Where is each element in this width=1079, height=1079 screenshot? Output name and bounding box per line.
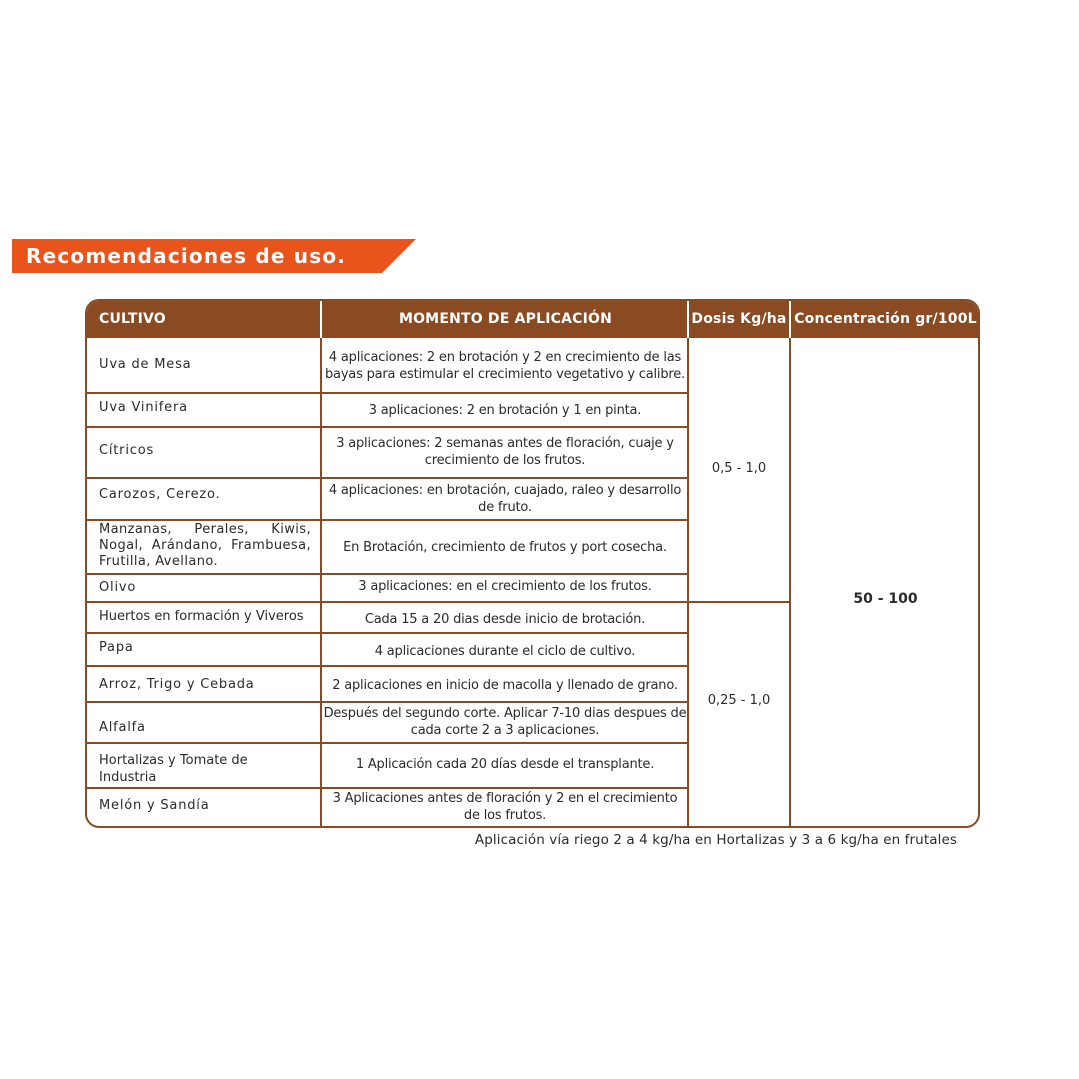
row-cultivo: Uva de Mesa [99, 357, 192, 372]
row-cultivo: Alfalfa [99, 720, 146, 735]
header-cultivo: CULTIVO [99, 311, 166, 327]
row-momento: 1 Aplicación cada 20 días desde el transplante. [355, 757, 655, 772]
header-dosis: Dosis Kg/ha [691, 311, 787, 327]
row-momento: 4 aplicaciones: en brotación, cuajado, raleo y desarrollo de fruto. [328, 483, 682, 515]
row-cultivo: Uva Vinifera [99, 400, 188, 415]
row-cultivo: Carozos, Cerezo. [99, 487, 221, 502]
footnote: Aplicación vía riego 2 a 4 kg/ha en Hortalizas y 3 a 6 kg/ha en frutales [474, 832, 957, 848]
row-momento: 3 aplicaciones: en el crecimiento de los frutos. [358, 579, 652, 594]
row-momento: Cada 15 a 20 dias desde inicio de brotación. [364, 612, 646, 627]
row-cultivo: Papa [99, 640, 134, 655]
row-cultivo: Manzanas, Perales, Kiwis, Nogal, Arándano, Frambuesa, Frutilla, Avellano. [99, 522, 311, 569]
dosis-group-2: 0,25 - 1,0 [707, 693, 771, 708]
row-momento: 4 aplicaciones durante el ciclo de cultivo. [374, 644, 636, 659]
dosis-group-1: 0,5 - 1,0 [711, 461, 767, 476]
row-momento: 4 aplicaciones: 2 en brotación y 2 en crecimiento de las bayas para estimular el crecimiento vegetativo y calibre. [325, 350, 685, 382]
row-cultivo: Cítricos [99, 443, 155, 458]
row-cultivo: Arroz, Trigo y Cebada [99, 677, 255, 692]
banner-title: Recomendaciones de uso. [26, 244, 347, 268]
row-cultivo: Olivo [99, 580, 137, 595]
concentracion-value: 50 - 100 [853, 591, 918, 607]
recommendations-table [85, 299, 980, 828]
header-concentracion: Concentración gr/100L [794, 311, 977, 327]
row-cultivo: Huertos en formación y Viveros [99, 609, 304, 624]
row-momento: 3 aplicaciones: 2 en brotación y 1 en pinta. [368, 403, 642, 418]
header-momento: MOMENTO DE APLICACIÓN [398, 311, 613, 327]
row-momento: 3 Aplicaciones antes de floración y 2 en el crecimiento de los frutos. [332, 791, 678, 823]
row-momento: 3 aplicaciones: 2 semanas antes de floración, cuaje y crecimiento de los frutos. [336, 436, 674, 468]
row-momento: Después del segundo corte. Aplicar 7-10 dias despues de cada corte 2 a 3 aplicaciones. [323, 706, 687, 738]
row-cultivo: Melón y Sandía [99, 798, 210, 813]
section-banner [12, 239, 416, 273]
table-header [87, 301, 978, 338]
row-momento: En Brotación, crecimiento de frutos y port cosecha. [343, 540, 667, 555]
row-cultivo: Hortalizas y Tomate de Industria [99, 753, 248, 785]
row-momento: 2 aplicaciones en inicio de macolla y llenado de grano. [332, 678, 678, 693]
